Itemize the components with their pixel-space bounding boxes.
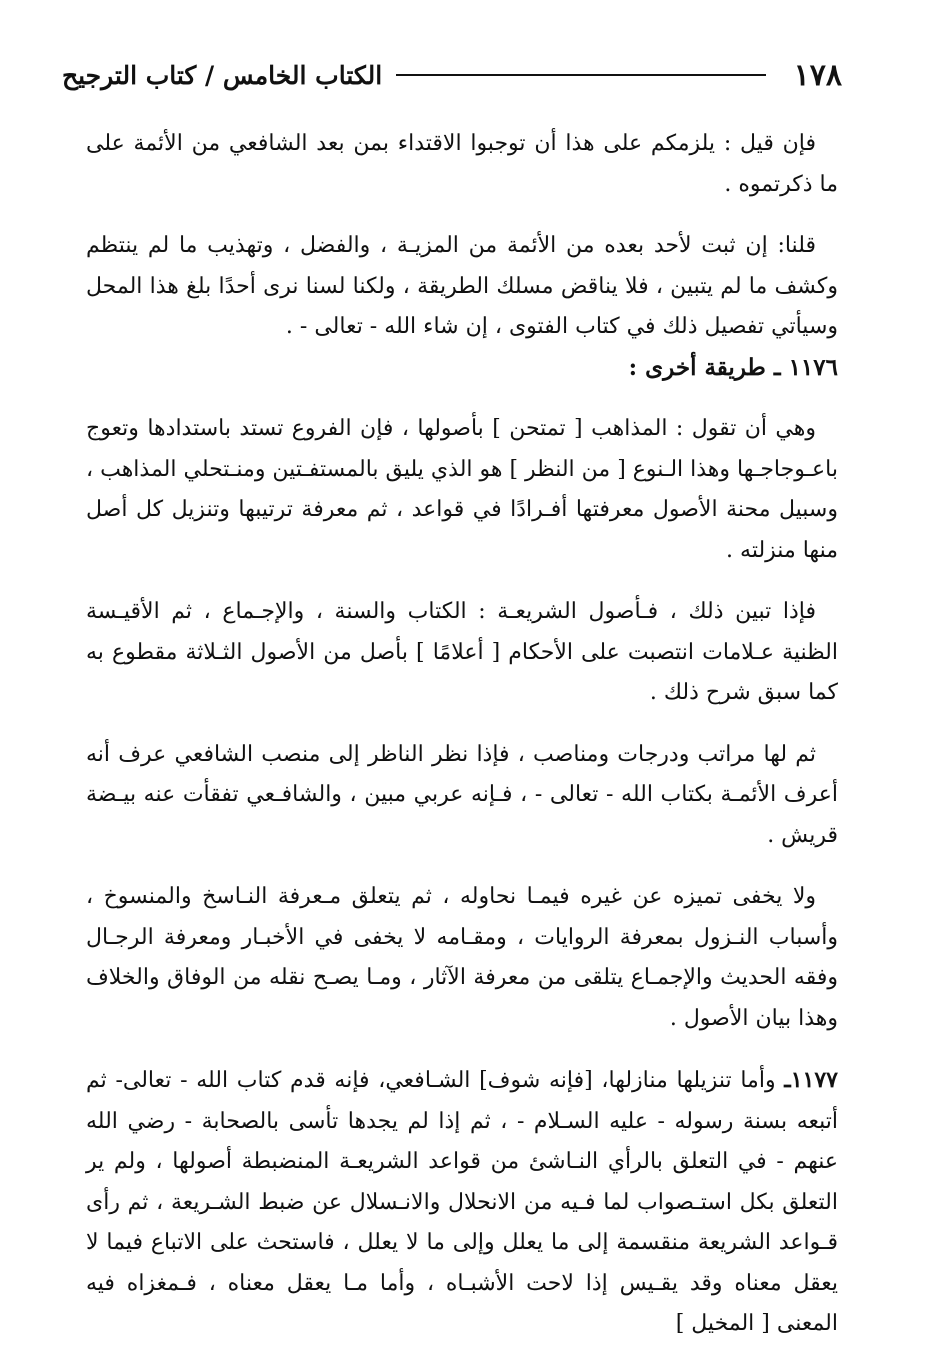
page-body bbox=[86, 124, 838, 1345]
running-title: الكتاب الخامس / كتاب الترجيح bbox=[62, 60, 383, 90]
paragraph-ranks: ثم لها مراتب ودرجات ومناصب ، فإذا نظر الناظر إلى منصب الشافعي عرف أنه أعرف الأئمـة بكتاب الله - تعالى - ، فـإنه عربي مبين ، والشافـعي تفقأت عنه بيـضة قريش . bbox=[86, 741, 838, 848]
paragraph-sources: فإذا تبين ذلك ، فـأصول الشريعـة : الكتاب والسنة ، والإجـماع ، ثم الأقيـسة الظنية عـلامات انتصبت على الأحكام [ أعلامًا ] بأصل من الأصول الثـلاثة مقطوع به كما سبق شرح ذلك . bbox=[86, 599, 838, 705]
section-heading-1176: ١١٧٦ ـ طريقة أخرى : bbox=[628, 353, 838, 381]
paragraph-1177 bbox=[86, 1060, 838, 1345]
paragraph-reply: قلنا: إن ثبت لأحد بعده من الأئمة من المزيـة ، والفضل ، وتهذيب ما لم ينتظم وكشف ما لم يتبين ، فلا يناقض مسلك الطريقة ، ولكنا لسنا نرى أحدًا بلغ هذا المحل وسيأتي تفصيل ذلك في كتاب الفتوى ، إن شاء الله - تعالى - . bbox=[86, 233, 838, 339]
paragraph-distinction: ولا يخفى تميزه عن غيره فيمـا نحاوله ، ثم يتعلق مـعرفة النـاسخ والمنسوخ ، وأسباب النـزول بمعرفة الروايات ، ومقـامه لا يخفى في الأخبـار ومعرفة الرجـال وفقه الحديث والإجمـاع يتلقى من معرفة الآثار ، ومـا يصـح نقله من الوفاق والخلاف وهذا بيان الأصول . bbox=[86, 884, 838, 1031]
page-number: ١٧٨ bbox=[793, 57, 842, 93]
paragraph-objection: فإن قيل : يلزمكم على هذا أن توجبوا الاقتداء بمن بعد الشافعي من الأئمة على ما ذكرتموه . bbox=[86, 131, 838, 197]
header-rule bbox=[396, 74, 765, 76]
page-header bbox=[62, 52, 842, 98]
section-number-1177: ١١٧٧ـ bbox=[784, 1067, 838, 1093]
paragraph-method: وهي أن تقول : المذاهب [ تمتحن ] بأصولها ، فإن الفروع تستد باستدادها وتعوج باعـوجاجـها وهذا الـنوع [ من النظر ] هو الذي يليق بالمستفـتين ومنـتحلي المذاهب ، وسبيل محنة الأصول معرفتها أفـرادًا في قواعد ، ثم معرفة ترتيبها وتنزيل كل أصل منها منزلته . bbox=[86, 416, 838, 563]
paragraph-1177-text: وأما تنزيلها منازلها، [فإنه شوف] الشـافعي، فإنه قدم كتاب الله - تعالى- ثم أتبعه بسنة رسوله - عليه السـلام - ، ثم إذا لم يجدها تأسى بالصحابة - رضي الله عنهم - في التعلق بالرأي النـاشئ من قواعد الشريعـة المنضبطة أصولها ، ولم ير التعلق بكل استـصواب لما فـيه من الانحلال والانـسلال عن ضبط الشـريعة ، ثم رأى قـواعد الشريعة منقسمة إلى ما يعلل وإلى ما لا يعلل ، فاستحث على الاتباع فيما لا يعقل معناه وقد يقـيس إذا لاحت الأشبـاه ، وأما مـا يعقل معناه ، فـمغزاه فيه المعنى [ المخيل ] bbox=[86, 1068, 838, 1336]
